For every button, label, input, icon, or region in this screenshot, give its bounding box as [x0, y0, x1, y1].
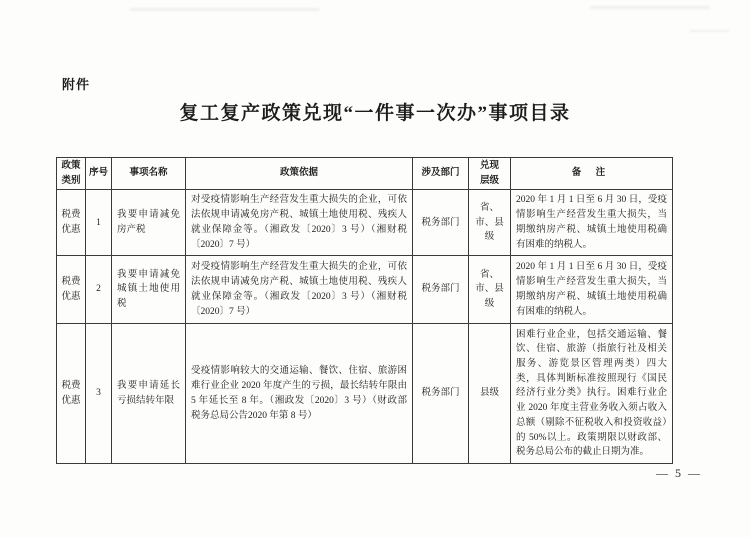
- cell-item-name: 我要申请减免城镇土地使用税: [112, 256, 186, 324]
- cell-index: 1: [86, 190, 112, 256]
- attachment-label: 附件: [62, 77, 91, 92]
- cell-fulfillment-level: 省、市、县级: [469, 256, 511, 324]
- cell-remarks: 困难行业企业，包括交通运输、餐饮、住宿、旅游（指旅行社及相关服务、游览景区管理两类）四大类，具体判断标准按照现行《国民经济行业分类》执行。困难行业企业 2020 年度主营业务收入须占收入总额（剔除不征税收入和投资收益）的 50%以上。政策期限以财政部、税务总局公布的截止日期为准。: [511, 324, 673, 464]
- cell-index: 2: [86, 256, 112, 324]
- cell-fulfillment-level: 省、市、县级: [469, 190, 511, 256]
- page-number: — 5 —: [656, 466, 702, 480]
- cell-item-name: 我要申请延长亏损结转年限: [112, 324, 186, 464]
- page-title: 复工复产政策兑现“一件事一次办”事项目录: [179, 103, 571, 124]
- cell-policy-basis: 受疫情影响较大的交通运输、餐饮、住宿、旅游困难行业企业 2020 年度产生的亏损，最长结转年限由 5 年延长至 8 年。（湘政发〔2020〕3 号）（财政部 税务总局公告2020 年第 8 号）: [186, 324, 413, 464]
- table-row: [57, 190, 673, 256]
- cell-category: 税费优惠: [57, 256, 86, 324]
- cell-departments: 税务部门: [413, 256, 469, 324]
- cell-remarks: 2020 年 1 月 1 日至 6 月 30 日，受疫情影响生产经营发生重大损失，当期缴纳房产税、城镇土地使用税确有困难的纳税人。: [511, 190, 673, 256]
- table-row: [57, 324, 673, 464]
- policy-items-table: [56, 157, 673, 464]
- cell-fulfillment-level: 县级: [469, 324, 511, 464]
- cell-policy-basis: 对受疫情影响生产经营发生重大损失的企业，可依法依规申请减免房产税、城镇土地使用税、残疾人就业保障金等。（湘政发〔2020〕3 号）（湘财税〔2020〕7 号）: [186, 190, 413, 256]
- col-header-category: 政策类别: [57, 158, 86, 190]
- table-row: [57, 256, 673, 324]
- table-header-row: [57, 158, 673, 190]
- col-header-item-name: 事项名称: [112, 158, 186, 190]
- col-header-index: 序号: [86, 158, 112, 190]
- scan-artifact: [690, 30, 730, 32]
- cell-item-name: 我要申请减免房产税: [112, 190, 186, 256]
- col-header-policy-basis: 政策依据: [186, 158, 413, 190]
- cell-category: 税费优惠: [57, 190, 86, 256]
- cell-departments: 税务部门: [413, 190, 469, 256]
- cell-index: 3: [86, 324, 112, 464]
- cell-departments: 税务部门: [413, 324, 469, 464]
- cell-category: 税费优惠: [57, 324, 86, 464]
- scan-artifact: [590, 6, 710, 9]
- cell-policy-basis: 对受疫情影响生产经营发生重大损失的企业，可依法依规申请减免房产税、城镇土地使用税、残疾人就业保障金等。（湘政发〔2020〕3 号）（湘财税〔2020〕7 号）: [186, 256, 413, 324]
- col-header-fulfillment-level: 兑现层级: [469, 158, 511, 190]
- col-header-remarks: 备 注: [511, 158, 673, 190]
- col-header-departments: 涉及部门: [413, 158, 469, 190]
- scan-artifact: [130, 8, 320, 11]
- cell-remarks: 2020 年 1 月 1 日至 6 月 30 日，受疫情影响生产经营发生重大损失，当期缴纳房产税、城镇土地使用税确有困难的纳税人。: [511, 256, 673, 324]
